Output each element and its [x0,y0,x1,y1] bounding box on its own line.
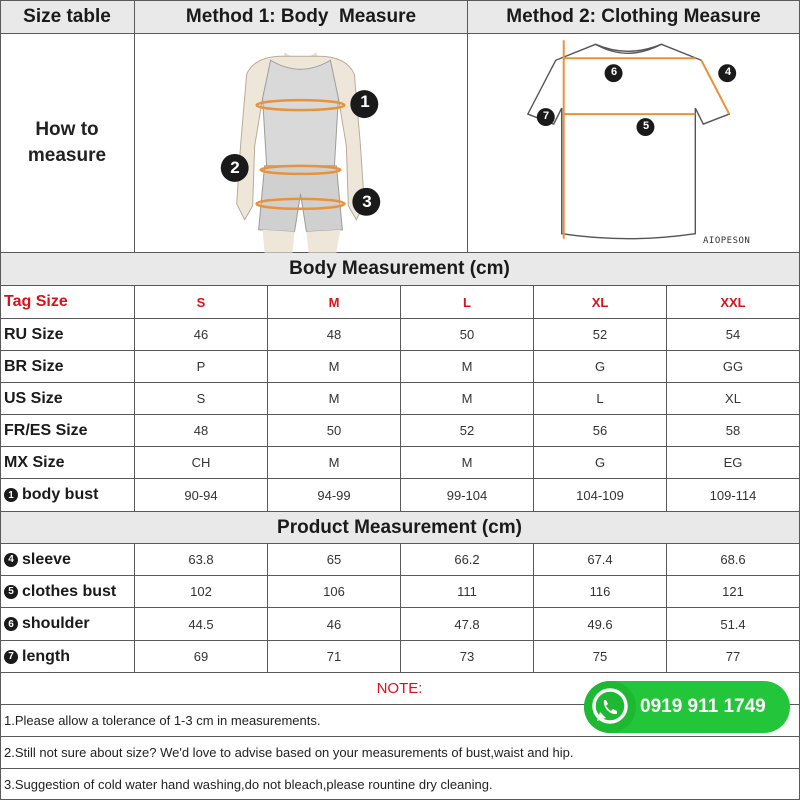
table-cell: 94-99 [268,479,401,512]
shirt-callout-7: 7 [542,110,550,122]
table-cell: 50 [268,415,401,447]
body-figure-illustration [135,34,467,253]
table-cell: M [268,447,401,479]
whatsapp-phone-number[interactable]: 0919 911 1749 [640,696,766,717]
table-cell: GG [667,351,800,383]
table-cell: 46 [135,319,268,351]
table-cell: 58 [667,415,800,447]
body-callout-2: 2 [230,158,240,177]
table-cell: M [268,383,401,415]
number-5-icon: 5 [4,585,18,599]
clothes-bust-label: 5 clothes bust [0,576,135,608]
table-cell: CH [135,447,268,479]
method1-header: Method 1: Body Measure [135,0,468,34]
table-cell: 75 [534,641,667,673]
table-cell: 77 [667,641,800,673]
table-cell: 52 [534,319,667,351]
tag-size-label: Tag Size [0,286,135,319]
table-cell: 104-109 [534,479,667,512]
note-title: NOTE: [0,673,800,705]
table-cell: 52 [401,415,534,447]
table-cell: M [401,447,534,479]
tshirt-illustration [468,34,799,253]
table-cell: 48 [268,319,401,351]
table-cell: 65 [268,544,401,576]
us-size-label: US Size [0,383,135,415]
table-cell: G [534,351,667,383]
body-callout-1: 1 [360,92,370,111]
table-cell: 54 [667,319,800,351]
tag-size-xxl: XXL [667,286,800,319]
table-cell: 121 [667,576,800,608]
tag-size-m: M [268,286,401,319]
number-6-icon: 6 [4,617,18,631]
number-4-icon: 4 [4,553,18,567]
table-cell: L [534,383,667,415]
whatsapp-icon [584,681,636,733]
shirt-callout-6: 6 [610,66,618,78]
table-cell: EG [667,447,800,479]
table-cell: 63.8 [135,544,268,576]
br-size-label: BR Size [0,351,135,383]
product-measurement-title: Product Measurement (cm) [0,512,800,544]
table-cell: 49.6 [534,608,667,641]
table-cell: 90-94 [135,479,268,512]
clothing-measure-diagram [468,34,800,253]
body-measurement-title: Body Measurement (cm) [0,253,800,286]
table-cell: P [135,351,268,383]
table-cell: 68.6 [667,544,800,576]
note-item-1: 1.Please allow a tolerance of 1-3 cm in measurements. [0,705,800,737]
shirt-callout-5: 5 [642,120,650,132]
table-cell: 102 [135,576,268,608]
note-item-3: 3.Suggestion of cold water hand washing,do not bleach,please rountine dry cleaning. [0,769,800,800]
brand-label: AIOPESON [703,236,751,246]
ru-size-label: RU Size [0,319,135,351]
length-label: 7 length [0,641,135,673]
note-item-2: 2.Still not sure about size? We'd love to advise based on your measurements of bust,waist and hip. [0,737,800,769]
table-cell: XL [667,383,800,415]
table-cell: 47.8 [401,608,534,641]
table-cell: 99-104 [401,479,534,512]
tag-size-l: L [401,286,534,319]
mx-size-label: MX Size [0,447,135,479]
table-cell: M [268,351,401,383]
body-callout-3: 3 [362,192,372,211]
sleeve-label: 4 sleeve [0,544,135,576]
whatsapp-contact-button[interactable] [584,681,790,733]
table-cell: 67.4 [534,544,667,576]
table-cell: 56 [534,415,667,447]
number-1-icon: 1 [4,488,18,502]
body-bust-label: 1 body bust [0,479,135,512]
size-table-header: Size table [0,0,135,34]
body-measure-diagram [135,34,468,253]
tag-size-s: S [135,286,268,319]
table-cell: M [401,383,534,415]
table-cell: 116 [534,576,667,608]
table-cell: S [135,383,268,415]
table-cell: 66.2 [401,544,534,576]
table-cell: 111 [401,576,534,608]
method2-header: Method 2: Clothing Measure [468,0,800,34]
table-cell: 48 [135,415,268,447]
fr-es-size-label: FR/ES Size [0,415,135,447]
table-cell: 109-114 [667,479,800,512]
number-7-icon: 7 [4,650,18,664]
tag-size-xl: XL [534,286,667,319]
table-cell: 106 [268,576,401,608]
table-cell: 69 [135,641,268,673]
how-to-measure-label: How to measure [0,34,135,253]
table-cell: M [401,351,534,383]
table-cell: 44.5 [135,608,268,641]
table-cell: G [534,447,667,479]
shirt-callout-4: 4 [724,66,732,78]
table-cell: 51.4 [667,608,800,641]
shoulder-label: 6 shoulder [0,608,135,641]
table-cell: 71 [268,641,401,673]
table-cell: 46 [268,608,401,641]
table-cell: 50 [401,319,534,351]
table-cell: 73 [401,641,534,673]
